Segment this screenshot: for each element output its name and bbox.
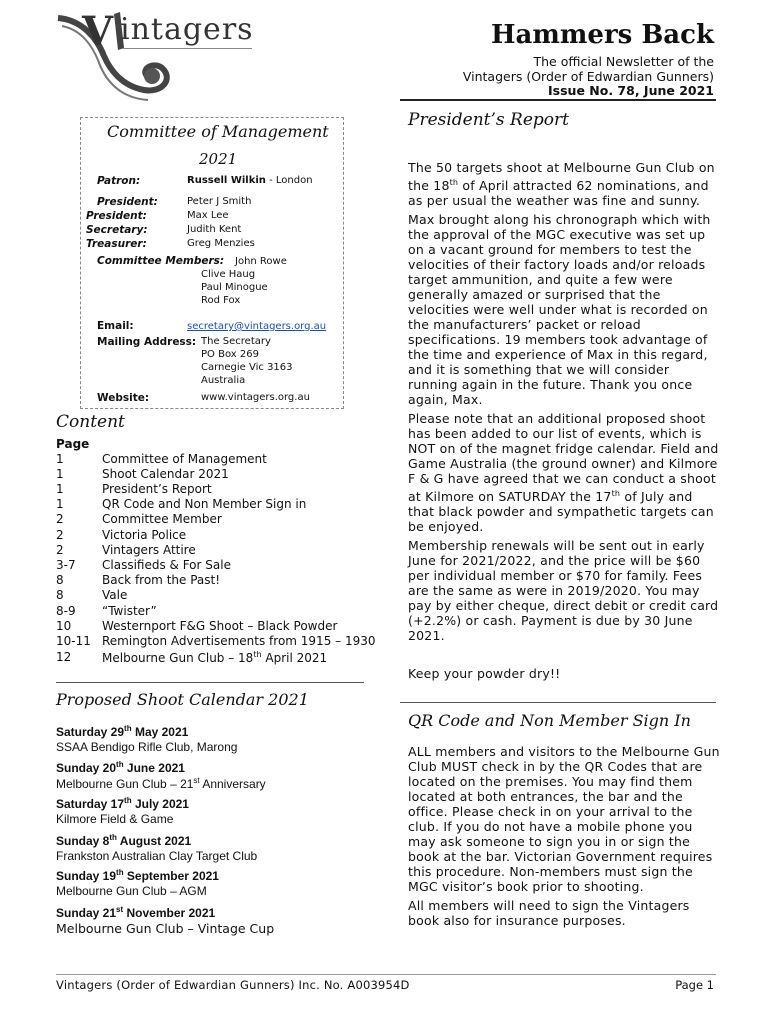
toc-page: 10 bbox=[56, 619, 72, 633]
committee-heading: Committee of Management bbox=[107, 122, 329, 141]
committee-member: Clive Haug bbox=[201, 269, 256, 280]
toc-title: Melbourne Gun Club – 18th April 2021 bbox=[102, 650, 328, 665]
calendar-location: Melbourne Gun Club – 21st Anniversary bbox=[56, 776, 266, 791]
footer-page-number: Page 1 bbox=[675, 978, 714, 992]
toc-page: 2 bbox=[56, 528, 64, 542]
footer-left: Vintagers (Order of Edwardian Gunners) Inc. No. A003954D bbox=[56, 978, 410, 992]
president-name: Peter J Smith bbox=[187, 196, 252, 207]
calendar-location: Melbourne Gun Club – AGM bbox=[56, 884, 207, 898]
toc-page: 2 bbox=[56, 512, 64, 526]
report-signoff: Keep your powder dry!! bbox=[408, 666, 561, 681]
vice-president-name: Max Lee bbox=[187, 210, 229, 221]
email-link[interactable]: secretary@vintagers.org.au bbox=[187, 321, 327, 332]
report-paragraph: Please note that an additional proposed shoot has been added to our list of events, which is NOT on of the magnet fridge calendar. Field and Game Australia (the ground owner) and Kilmore F & G have agreed that we can conduct a shoot at Kilmore on SATURDAY the 17th of July and that black powder and sympathetic targets can be enjoyed. bbox=[408, 411, 719, 535]
issue-number: Issue No. 78, June 2021 bbox=[548, 83, 714, 98]
toc-title: President’s Report bbox=[102, 482, 212, 496]
committee-member: Paul Minogue bbox=[201, 282, 268, 293]
newsletter-title: Hammers Back bbox=[490, 20, 714, 50]
president-label: President: bbox=[97, 196, 158, 208]
calendar-location: Melbourne Gun Club – Vintage Cup bbox=[56, 921, 275, 936]
calendar-location: Frankston Australian Clay Target Club bbox=[56, 849, 258, 863]
secretary-label: Secretary: bbox=[86, 224, 148, 236]
toc-page: 10-11 bbox=[56, 634, 91, 648]
treasurer-label: Treasurer: bbox=[86, 238, 147, 250]
toc-title: Committee Member bbox=[102, 512, 222, 526]
toc-page: 1 bbox=[56, 467, 64, 481]
presidents-report-body bbox=[408, 160, 720, 647]
toc-title: Classifieds & For Sale bbox=[102, 558, 231, 572]
toc-title: Westernport F&G Shoot – Black Powder bbox=[102, 619, 338, 633]
calendar-date: Sunday 20th June 2021 bbox=[56, 760, 185, 775]
subtitle-line2: Vintagers (Order of Edwardian Gunners) bbox=[462, 69, 714, 84]
website-label: Website: bbox=[97, 392, 150, 404]
left-divider bbox=[56, 682, 364, 683]
subtitle-line1: The official Newsletter of the bbox=[533, 54, 714, 69]
committee-member: John Rowe bbox=[235, 256, 287, 267]
qr-section-body bbox=[408, 744, 720, 932]
calendar-date: Sunday 19th September 2021 bbox=[56, 868, 219, 883]
report-paragraph: Membership renewals will be sent out in early June for 2021/2022, and the price will be $60 per individual member or $70 for family. Fees are the same as were in 2019/2020. You may pay by either cheque, direct debit or credit card (+2.2%) or cash. Payment is due by 30 June 2021. bbox=[408, 538, 719, 644]
website-link[interactable]: www.vintagers.org.au bbox=[201, 392, 310, 403]
report-paragraph: The 50 targets shoot at Melbourne Gun Club on the 18th of April attracted 62 nominations, and as per usual the weather was fine and sunny. bbox=[408, 160, 715, 209]
toc-page: 8-9 bbox=[56, 604, 76, 618]
mailing-address-label: Mailing Address: bbox=[97, 336, 197, 348]
calendar-location: Kilmore Field & Game bbox=[56, 812, 174, 826]
calendar-date: Saturday 17th July 2021 bbox=[56, 796, 189, 811]
logo-initial: V bbox=[82, 8, 115, 55]
toc-page: 8 bbox=[56, 588, 64, 602]
toc-page: 8 bbox=[56, 573, 64, 587]
mailing-address-line: The Secretary bbox=[201, 336, 271, 347]
toc-page: 1 bbox=[56, 497, 64, 511]
email-label: Email: bbox=[97, 320, 134, 332]
header-rule bbox=[400, 99, 716, 101]
report-paragraph: Max brought along his chronograph which with the approval of the MGC executive was set up on a vacant ground for members to test the velocities of their factory loads and/or reloads target ammunition, and quite a few were generally amazed or surprised that the velocities were well under what is recorded on the manufacturers’ packet or reload specifications. 19 members took advantage of the time and experience of Max in this regard, and it is something that we will consider running again in the future. Thank you once again, Max. bbox=[408, 212, 711, 408]
logo-underline bbox=[122, 48, 252, 49]
committee-member: Rod Fox bbox=[201, 295, 241, 306]
qr-paragraph: All members will need to sign the Vintagers book also for insurance purposes. bbox=[408, 898, 690, 928]
toc-page: 3-7 bbox=[56, 558, 76, 572]
secretary-name: Judith Kent bbox=[187, 224, 242, 235]
toc-title: “Twister” bbox=[102, 604, 157, 618]
toc-page-label: Page bbox=[56, 437, 90, 451]
committee-members-label: Committee Members: bbox=[97, 255, 225, 267]
mailing-address-line: PO Box 269 bbox=[201, 349, 259, 360]
toc-page: 1 bbox=[56, 452, 64, 466]
toc-title: Committee of Management bbox=[102, 452, 267, 466]
right-divider bbox=[400, 702, 716, 703]
treasurer-name: Greg Menzies bbox=[187, 238, 255, 249]
calendar-date: Sunday 21st November 2021 bbox=[56, 905, 216, 920]
calendar-heading: Proposed Shoot Calendar 2021 bbox=[56, 690, 309, 709]
toc-title: Victoria Police bbox=[102, 528, 187, 542]
toc-title: Vale bbox=[102, 588, 128, 602]
vice-president-label: President: bbox=[86, 210, 147, 222]
content-heading: Content bbox=[56, 412, 125, 432]
toc-title: QR Code and Non Member Sign in bbox=[102, 497, 307, 511]
toc-page: 1 bbox=[56, 482, 64, 496]
toc-title: Vintagers Attire bbox=[102, 543, 196, 557]
logo bbox=[52, 8, 262, 108]
toc-title: Remington Advertisements from 1915 – 1930 bbox=[102, 634, 376, 648]
footer-rule bbox=[56, 974, 716, 975]
toc-page: 12 bbox=[56, 650, 72, 664]
presidents-report-heading: President’s Report bbox=[408, 110, 569, 130]
qr-paragraph: ALL members and visitors to the Melbourne Gun Club MUST check in by the QR Codes that are located on the premises. You may find them located at both entrances, the bar and the office. Please check in on your arrival to the club. If you do not have a mobile phone you may ask someone to sign you in or sign the book at the bar. Victorian Government requires this procedure. Non-members must sign the MGC visitor’s book prior to shooting. bbox=[408, 744, 720, 894]
toc-title: Shoot Calendar 2021 bbox=[102, 467, 229, 481]
patron-label: Patron: bbox=[97, 175, 141, 187]
logo-text: intagers bbox=[120, 12, 254, 47]
calendar-location: SSAA Bendigo Rifle Club, Marong bbox=[56, 740, 238, 754]
committee-year: 2021 bbox=[199, 150, 238, 168]
qr-section-heading: QR Code and Non Member Sign In bbox=[408, 711, 691, 730]
mailing-address-line: Australia bbox=[201, 375, 246, 386]
committee-box bbox=[80, 117, 344, 409]
calendar-date: Saturday 29th May 2021 bbox=[56, 724, 189, 739]
mailing-address-line: Carnegie Vic 3163 bbox=[201, 362, 293, 373]
toc-title: Back from the Past! bbox=[102, 573, 221, 587]
calendar-date: Sunday 8th August 2021 bbox=[56, 833, 192, 848]
toc-page: 2 bbox=[56, 543, 64, 557]
patron-name: Russell Wilkin - London bbox=[187, 175, 313, 186]
